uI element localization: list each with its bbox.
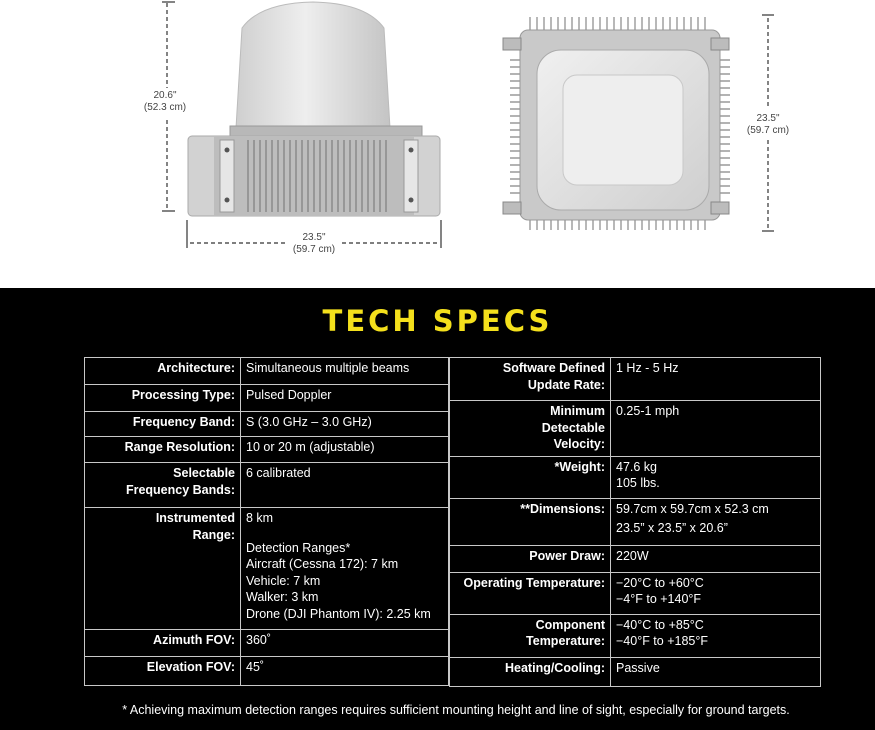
product-drawings bbox=[0, 0, 875, 288]
right-spec-table bbox=[449, 357, 821, 687]
spec-value-line: 59.7cm x 59.7cm x 52.3 cm bbox=[616, 501, 769, 516]
spec-value: Simultaneous multiple beams bbox=[241, 358, 449, 385]
spec-label: **Dimensions: bbox=[450, 498, 611, 545]
spec-value-line: −40°F to +185°F bbox=[616, 634, 708, 648]
front-width-cm: (59.7 cm) bbox=[292, 244, 336, 255]
spec-label: Heating/Cooling: bbox=[450, 657, 611, 686]
spec-label-line: Component bbox=[535, 617, 605, 632]
spec-value bbox=[611, 614, 821, 657]
spec-value bbox=[611, 572, 821, 614]
spec-label: Processing Type: bbox=[85, 385, 241, 412]
front-width-label bbox=[286, 232, 342, 256]
top-side-label bbox=[742, 113, 794, 137]
spec-value-line: Drone (DJI Phantom IV): 2.25 km bbox=[246, 606, 431, 621]
spec-value-line: 8 km bbox=[246, 511, 274, 525]
spec-value-line: 105 lbs. bbox=[616, 476, 660, 490]
spec-row-update-rate bbox=[450, 358, 821, 401]
spec-row-architecture bbox=[85, 358, 449, 385]
spec-label: Architecture: bbox=[85, 358, 241, 385]
spec-value: 10 or 20 m (adjustable) bbox=[241, 437, 449, 463]
spec-value: Passive bbox=[611, 657, 821, 686]
spec-row-heating-cooling bbox=[450, 657, 821, 686]
radar-dimension-drawing bbox=[0, 0, 875, 288]
spec-value: 45˚ bbox=[241, 657, 449, 686]
spec-label-line: Frequency Bands: bbox=[125, 482, 235, 497]
spec-row-min-velocity bbox=[450, 401, 821, 457]
spec-row-elevation-fov bbox=[85, 657, 449, 686]
spec-value: 360˚ bbox=[241, 630, 449, 657]
spec-label-line: Instrumented bbox=[155, 511, 235, 525]
spec-value bbox=[611, 456, 821, 498]
spec-row-selectable-bands bbox=[85, 463, 449, 508]
spec-label-line: Detectable bbox=[541, 420, 605, 435]
front-height-cm: (52.3 cm) bbox=[143, 102, 187, 113]
spec-label bbox=[450, 358, 611, 401]
spec-row-component-temperature bbox=[450, 614, 821, 657]
top-view-radar bbox=[503, 17, 730, 230]
top-side-cm: (59.7 cm) bbox=[746, 125, 790, 136]
footnote: * Achieving maximum detection ranges requires sufficient mounting height and line of sight, especially for ground targets. bbox=[122, 703, 790, 717]
spec-value: 0.25-1 mph bbox=[611, 401, 821, 457]
spec-row-instrumented-range bbox=[85, 508, 449, 630]
front-height-label bbox=[140, 90, 190, 114]
top-side-inches: 23.5" bbox=[756, 113, 780, 124]
spec-value-line: Detection Ranges* bbox=[246, 540, 351, 555]
spec-label-line: Minimum bbox=[550, 404, 605, 418]
spec-value: S (3.0 GHz – 3.0 GHz) bbox=[241, 412, 449, 437]
spec-value-line: Walker: 3 km bbox=[246, 590, 319, 604]
spec-value-line: −20°C to +60°C bbox=[616, 575, 704, 590]
spec-row-processing-type bbox=[85, 385, 449, 412]
spec-label-line: Range: bbox=[192, 527, 235, 542]
spec-value-line: Vehicle: 7 km bbox=[246, 573, 321, 588]
front-height-inches: 20.6" bbox=[153, 90, 177, 101]
page-title: TECH SPECS bbox=[322, 304, 553, 338]
spec-label: Azimuth FOV: bbox=[85, 630, 241, 657]
spec-label: Range Resolution: bbox=[85, 437, 241, 463]
left-spec-table bbox=[84, 357, 449, 686]
spec-row-power-draw bbox=[450, 545, 821, 572]
spec-value-line: 47.6 kg bbox=[616, 459, 658, 474]
spec-label bbox=[85, 508, 241, 630]
spec-label bbox=[450, 614, 611, 657]
spec-label-line: Selectable bbox=[173, 466, 235, 480]
spec-label: Elevation FOV: bbox=[85, 657, 241, 686]
spec-value-line: −4°F to +140°F bbox=[616, 592, 702, 606]
spec-label: Power Draw: bbox=[450, 545, 611, 572]
spec-value-line: 23.5” x 23.5” x 20.6” bbox=[616, 521, 728, 535]
spacer bbox=[246, 527, 443, 540]
spec-value: 6 calibrated bbox=[241, 463, 449, 508]
spec-label bbox=[85, 463, 241, 508]
spec-value: 220W bbox=[611, 545, 821, 572]
spec-row-range-resolution bbox=[85, 437, 449, 463]
spec-value bbox=[241, 508, 449, 630]
spec-label-line: Temperature: bbox=[526, 634, 605, 648]
spec-label: *Weight: bbox=[450, 456, 611, 498]
spec-row-operating-temperature bbox=[450, 572, 821, 614]
spec-row-dimensions bbox=[450, 498, 821, 545]
spec-value bbox=[611, 498, 821, 545]
front-width-inches: 23.5" bbox=[302, 232, 326, 243]
spec-value: 1 Hz - 5 Hz bbox=[611, 358, 821, 401]
front-view-radar bbox=[188, 2, 440, 216]
spec-value: Pulsed Doppler bbox=[241, 385, 449, 412]
spec-row-azimuth-fov bbox=[85, 630, 449, 657]
spec-value-line: Aircraft (Cessna 172): 7 km bbox=[246, 557, 399, 571]
spec-row-frequency-band bbox=[85, 412, 449, 437]
spec-label-line: Update Rate: bbox=[527, 377, 605, 392]
spec-row-weight bbox=[450, 456, 821, 498]
spec-value-line: −40°C to +85°C bbox=[616, 617, 704, 632]
spec-label: Operating Temperature: bbox=[450, 572, 611, 614]
spec-label-line: Velocity: bbox=[553, 437, 605, 451]
spec-label-line: Software Defined bbox=[502, 361, 605, 375]
spec-label bbox=[450, 401, 611, 457]
spec-label: Frequency Band: bbox=[85, 412, 241, 437]
